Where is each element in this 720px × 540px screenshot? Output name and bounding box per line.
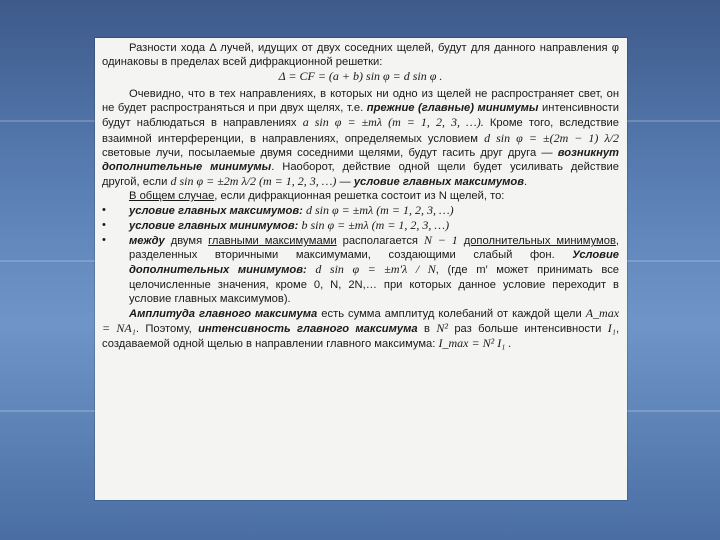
bullet-icon: • [102,234,106,247]
text: , если дифракционная решетка состоит из N щелей, то: [214,189,505,202]
equation-main-maxima: d sin φ = ±2m λ/2 (m = 1, 2, 3, …) [170,173,337,188]
term-main-maxima-link: главными максимумами [208,235,337,248]
paragraph-text: Разности хода Δ лучей, идущих от двух соседних щелей, будут для данного направления φ одинаковы в пределах всей дифракционной решетки: [102,42,619,69]
bullet-icon: • [102,219,106,232]
text: световые лучи, посылаемые двумя соседними щелями, будут гасить друг друга — [102,146,553,159]
bullet-label: условие главных максимумов: [129,205,303,218]
text: в [424,322,430,335]
text: двумя [170,235,203,248]
text: , (где m′ может принимать все целочисленные значения, кроме 0, N, 2N,… при которых данное условие переходит в условие главных максимумов). [129,264,620,305]
slide-page [95,38,627,500]
text: — [339,175,351,188]
text: , разделенных вторичными максимумами, создающими слабый фон. [129,235,620,262]
list-item [102,203,619,218]
list-item [102,233,619,305]
equation-additional-minima-n: d sin φ = ±m′λ / N [315,262,436,277]
term-additional-minima-condition: Условие дополнительных минимумов: [129,249,619,277]
paragraph-minima [102,87,619,189]
term-additional-minima-link: дополнительных минимумов [463,235,616,248]
text: . [523,175,528,188]
term-general-case: В общем случае [129,189,215,202]
equation-main-minima-n: b sin φ = ±mλ (m = 1, 2, 3, …) [301,218,450,233]
text: Очевидно, что в тех направлениях, в которых ни одно из щелей не распространяет свет, он не будет распространяться и при двух щелях, т.е. [102,88,619,115]
equation-additional-minima: d sin φ = ±(2m − 1) λ/2 [484,130,619,145]
text: , создаваемой одной щелью в направлении главного максимума: [102,322,620,350]
paragraph-amplitude [102,306,619,351]
equation-intensity: I_max = N² I₁ . [438,335,512,350]
equation-n-squared: N² [436,320,448,335]
equation-path-difference: Δ = CF = (a + b) sin φ = d sin φ . [278,69,443,84]
bullet-icon: • [102,204,106,217]
paragraph-path-difference [102,41,619,69]
term-amplitude: Амплитуда главного максимума [129,307,318,320]
bullet-label: условие главных минимумов: [129,220,299,233]
text: . Поэтому, [135,322,192,335]
equation-main-minima: a sin φ = ±mλ (m = 1, 2, 3, …). [302,115,484,130]
text: раз больше интенсивности [454,322,602,335]
text: располагается [342,235,418,248]
term-intensity: интенсивность главного максимума [198,322,418,335]
list-item [102,218,619,233]
text: интенсивности будут наблюдаться в направлениях [102,102,620,130]
text: между [129,235,165,248]
equation-amplitude: A_max = NA₁ [102,305,620,335]
equation-row [102,69,619,84]
term-additional-minima: возникнут дополнительные минимумы [102,146,620,173]
paragraph-general-case [102,189,619,203]
text: есть сумма амплитуд колебаний от каждой щели [321,307,582,320]
text: Кроме того, вследствие взаимной интерференции, в направлениях, определяемых условием [102,117,620,145]
equation-n-minus-one: N − 1 [423,233,458,248]
term-main-maxima: условие главных максимумов [353,175,524,188]
document-body [102,41,619,351]
equation-i1: I₁ [607,320,616,335]
text: . Наоборот, действие одной щели будет усиливать действие другой, если [102,160,619,188]
equation-main-maxima-n: d sin φ = ±mλ (m = 1, 2, 3, …) [306,203,454,218]
term-main-minima: прежние (главные) минимумы [366,102,539,115]
